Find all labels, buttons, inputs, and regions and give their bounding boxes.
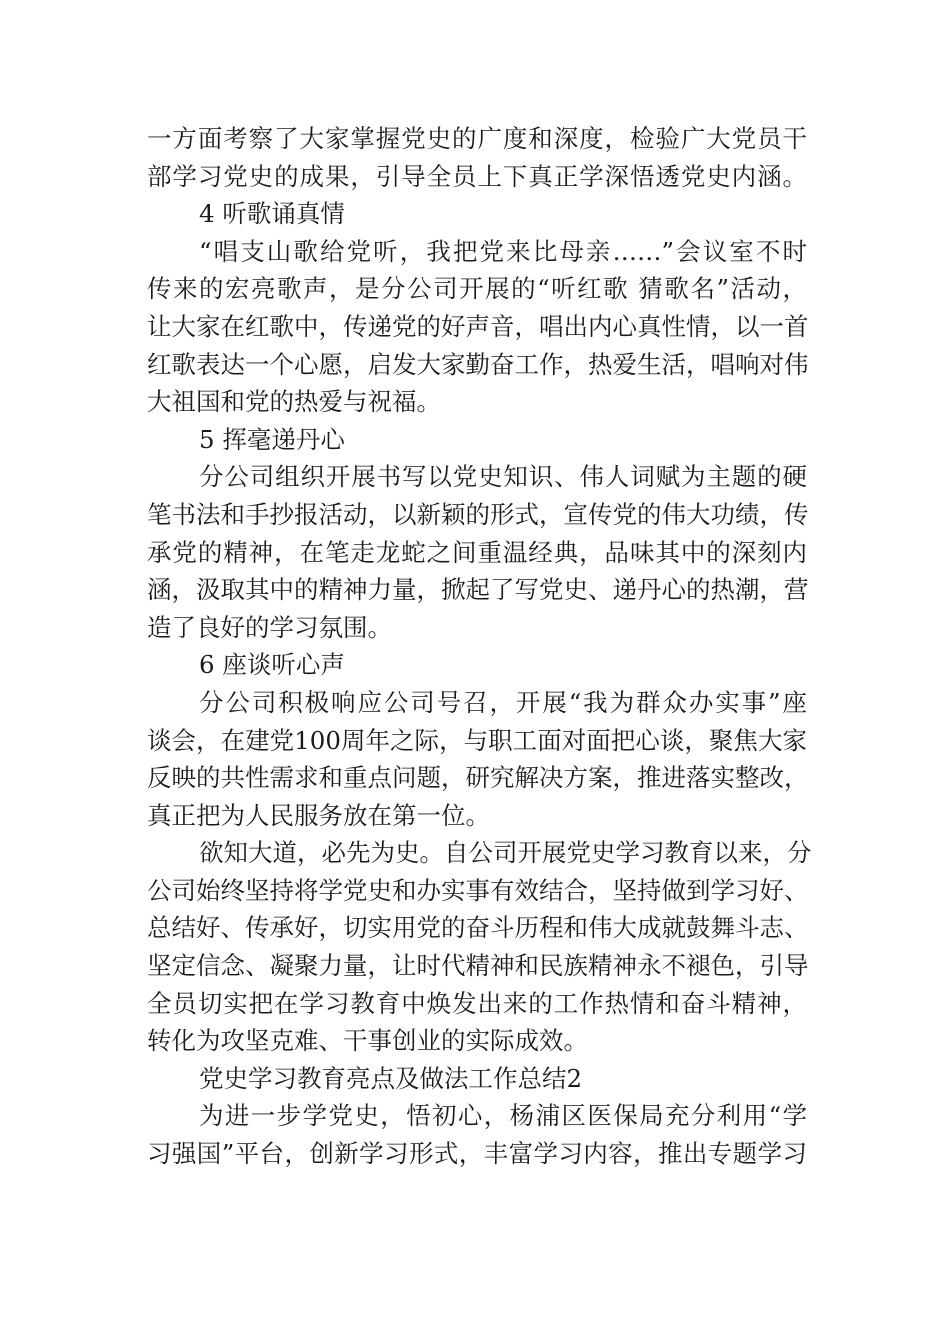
text-line: 承党的精神，在笔走龙蛇之间重温经典，品味其中的深刻内 xyxy=(147,537,807,567)
text-line: 坚定信念、凝聚力量，让时代精神和民族精神永不褪色，引导 xyxy=(147,951,809,981)
text-line: 总结好、传承好，切实用党的奋斗历程和伟大成就鼓舞斗志、 xyxy=(147,913,809,943)
text-line: 笔书法和手抄报活动，以新颖的形式，宣传党的伟大功绩，传 xyxy=(147,499,809,529)
text-line: 分公司组织开展书写以党史知识、伟人词赋为主题的硬 xyxy=(199,462,807,492)
text-line: 全员切实把在学习教育中焕发出来的工作热情和奋斗精神， xyxy=(147,988,807,1018)
text-line: 习强国”平台，创新学习形式，丰富学习内容，推出专题学习 xyxy=(147,1139,807,1169)
text-line: 真正把为人民服务放在第一位。 xyxy=(147,800,490,830)
text-line: 大祖国和党的热爱与祝福。 xyxy=(147,387,441,417)
text-line: 欲知大道，必先为史。自公司开展党史学习教育以来，分 xyxy=(199,838,812,868)
text-line: 谈会，在建党100周年之际，与职工面对面把心谈，聚焦大家 xyxy=(147,725,807,755)
text-line: 造了良好的学习氛围。 xyxy=(147,612,392,642)
text-line: 分公司积极响应公司号召，开展“我为群众办实事”座 xyxy=(199,687,807,717)
text-line: 转化为攻坚克难、干事创业的实际成效。 xyxy=(147,1026,588,1056)
body-text xyxy=(147,120,812,1173)
text-line: 4 听歌诵真情 xyxy=(199,199,345,229)
text-line: “唱支山歌给党听，我把党来比母亲……”会议室不时 xyxy=(199,236,807,266)
text-line: 公司始终坚持将学党史和办实事有效结合，坚持做到学习好、 xyxy=(147,875,809,905)
text-line: 红歌表达一个心愿，启发大家勤奋工作，热爱生活，唱响对伟 xyxy=(147,349,809,379)
text-line: 党史学习教育亮点及做法工作总结2 xyxy=(199,1063,583,1093)
text-line: 5 挥毫递丹心 xyxy=(199,424,345,454)
text-line: 为进一步学党史，悟初心，杨浦区医保局充分利用“学 xyxy=(199,1101,807,1131)
text-line: 反映的共性需求和重点问题，研究解决方案，推进落实整改， xyxy=(147,763,809,793)
text-line: 6 座谈听心声 xyxy=(199,650,345,680)
text-line: 让大家在红歌中，传递党的好声音，唱出内心真性情，以一首 xyxy=(147,311,809,341)
text-line: 一方面考察了大家掌握党史的广度和深度，检验广大党员干 xyxy=(147,124,807,153)
text-line: 部学习党史的成果，引导全员上下真正学深悟透党史内涵。 xyxy=(147,161,807,191)
text-line: 涵，汲取其中的精神力量，掀起了写党史、递丹心的热潮，营 xyxy=(147,575,809,605)
text-line: 传来的宏亮歌声，是分公司开展的“听红歌 猜歌名”活动， xyxy=(147,274,807,304)
